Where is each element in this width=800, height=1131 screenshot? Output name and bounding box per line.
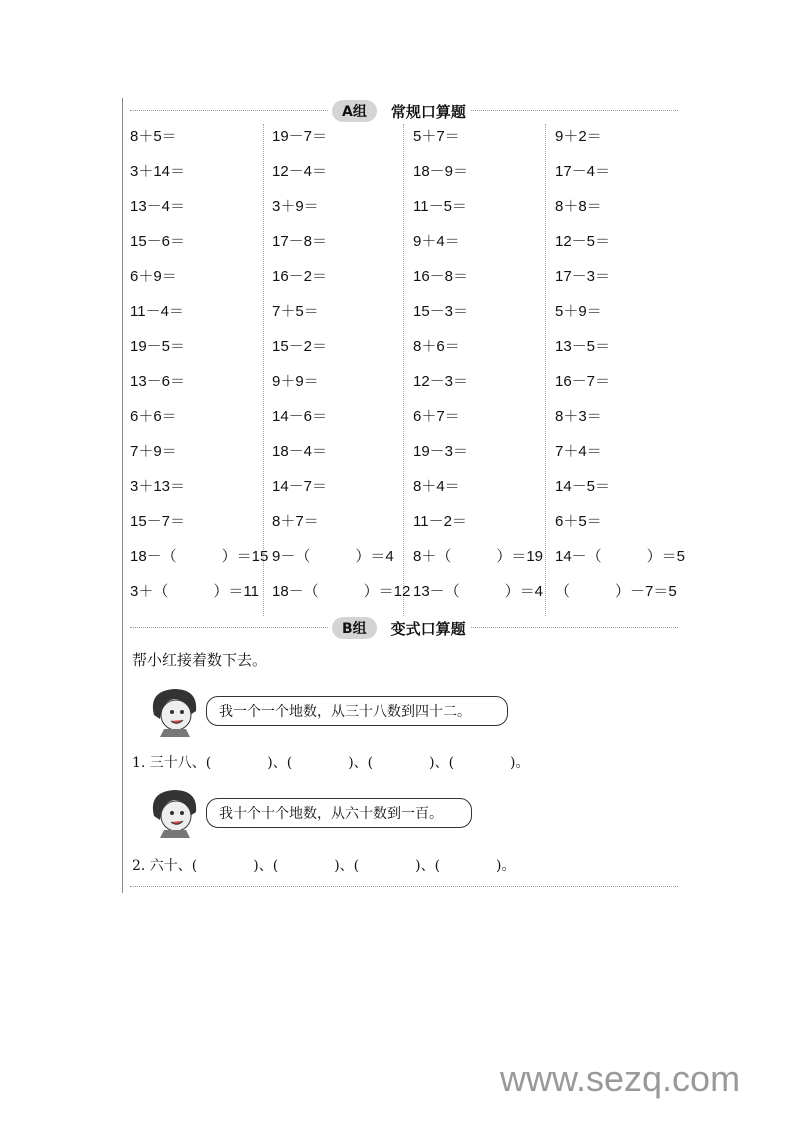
problem-item[interactable]: 6＋6＝ [130,408,177,425]
problem-item[interactable]: 17－4＝ [555,163,611,180]
left-margin-line [122,98,123,893]
problem-item[interactable]: 19－3＝ [413,443,469,460]
divider [130,886,678,887]
problem-item[interactable]: 9－（ ）＝4 [272,548,394,565]
girl-illustration [146,685,206,737]
section-b-title: 变式口算题 [390,619,466,638]
section-a-header [328,100,470,122]
problem-item[interactable]: 8＋4＝ [413,478,460,495]
problem-item[interactable]: 14－5＝ [555,478,611,495]
problem-item[interactable]: 16－2＝ [272,268,328,285]
problem-item[interactable]: 11－4＝ [130,303,184,320]
problem-item[interactable]: 8＋6＝ [413,338,460,355]
problem-item[interactable]: 16－7＝ [555,373,611,390]
problem-item[interactable]: 3＋13＝ [130,478,186,495]
section-a-title: 常规口算题 [390,102,466,121]
problem-item[interactable]: 7＋5＝ [272,303,319,320]
problem-item[interactable]: 15－2＝ [272,338,328,355]
problem-item[interactable]: 5＋7＝ [413,128,460,145]
problem-column [413,124,553,614]
problem-item[interactable]: 6＋5＝ [555,513,602,530]
problem-item[interactable]: 14－6＝ [272,408,328,425]
problem-item[interactable]: 3＋9＝ [272,198,319,215]
problem-item[interactable]: 5＋9＝ [555,303,602,320]
problem-item[interactable]: 13－（ ）＝4 [413,583,544,600]
problem-item[interactable]: 15－7＝ [130,513,186,530]
problem-item[interactable]: 9＋9＝ [272,373,319,390]
problem-item[interactable]: 6＋7＝ [413,408,460,425]
problem-item[interactable]: （ ）－7＝5 [555,583,677,600]
girl-illustration [146,786,206,838]
problem-item[interactable]: 13－5＝ [555,338,611,355]
problem-item[interactable]: 18－（ ）＝15 [130,548,269,565]
speech-bubble-1: 我一个一个地数，从三十八数到四十二。 [206,696,508,726]
problem-item[interactable]: 16－8＝ [413,268,469,285]
problem-column [272,124,412,614]
problem-column [555,124,695,614]
problem-item[interactable]: 12－3＝ [413,373,469,390]
problem-item[interactable]: 6＋9＝ [130,268,177,285]
problem-item[interactable]: 18－9＝ [413,163,469,180]
problem-item[interactable]: 3＋（ ）＝11 [130,583,259,600]
problem-item[interactable]: 18－（ ）＝12 [272,583,411,600]
section-b-header [328,617,470,639]
problem-item[interactable]: 7＋4＝ [555,443,602,460]
problem-item[interactable]: 12－4＝ [272,163,328,180]
problem-item[interactable]: 19－5＝ [130,338,186,355]
problem-item[interactable]: 3＋14＝ [130,163,186,180]
problem-item[interactable]: 8＋5＝ [130,128,177,145]
problem-item[interactable]: 8＋7＝ [272,513,319,530]
instruction: 帮小红接着数下去。 [132,651,268,669]
section-a-badge: A组 [332,100,377,122]
problem-item[interactable]: 11－2＝ [413,513,467,530]
problem-item[interactable]: 13－4＝ [130,198,186,215]
problem-item[interactable]: 15－6＝ [130,233,186,250]
problem-item[interactable]: 19－7＝ [272,128,328,145]
problem-item[interactable]: 9＋4＝ [413,233,460,250]
problem-item[interactable]: 18－4＝ [272,443,328,460]
problem-item[interactable]: 14－7＝ [272,478,328,495]
section-b-badge: B组 [332,617,377,639]
watermark: www.sezq.com [500,1058,741,1099]
problem-item[interactable]: 9＋2＝ [555,128,602,145]
problem-item[interactable]: 12－5＝ [555,233,611,250]
answer-line-2[interactable]: 2. 六十、( )、( )、( )、( )。 [132,858,516,874]
speech-bubble-2: 我十个十个地数，从六十数到一百。 [206,798,472,828]
problem-item[interactable]: 11－5＝ [413,198,467,215]
problem-item[interactable]: 15－3＝ [413,303,469,320]
problem-item[interactable]: 8＋（ ）＝19 [413,548,544,565]
problem-item[interactable]: 13－6＝ [130,373,186,390]
problem-item[interactable]: 8＋8＝ [555,198,602,215]
problem-item[interactable]: 14－（ ）＝5 [555,548,686,565]
problem-item[interactable]: 17－3＝ [555,268,611,285]
answer-line-1[interactable]: 1. 三十八、( )、( )、( )、( )。 [132,755,530,771]
problem-item[interactable]: 17－8＝ [272,233,328,250]
problem-column [130,124,270,614]
problem-item[interactable]: 8＋3＝ [555,408,602,425]
problem-item[interactable]: 7＋9＝ [130,443,177,460]
